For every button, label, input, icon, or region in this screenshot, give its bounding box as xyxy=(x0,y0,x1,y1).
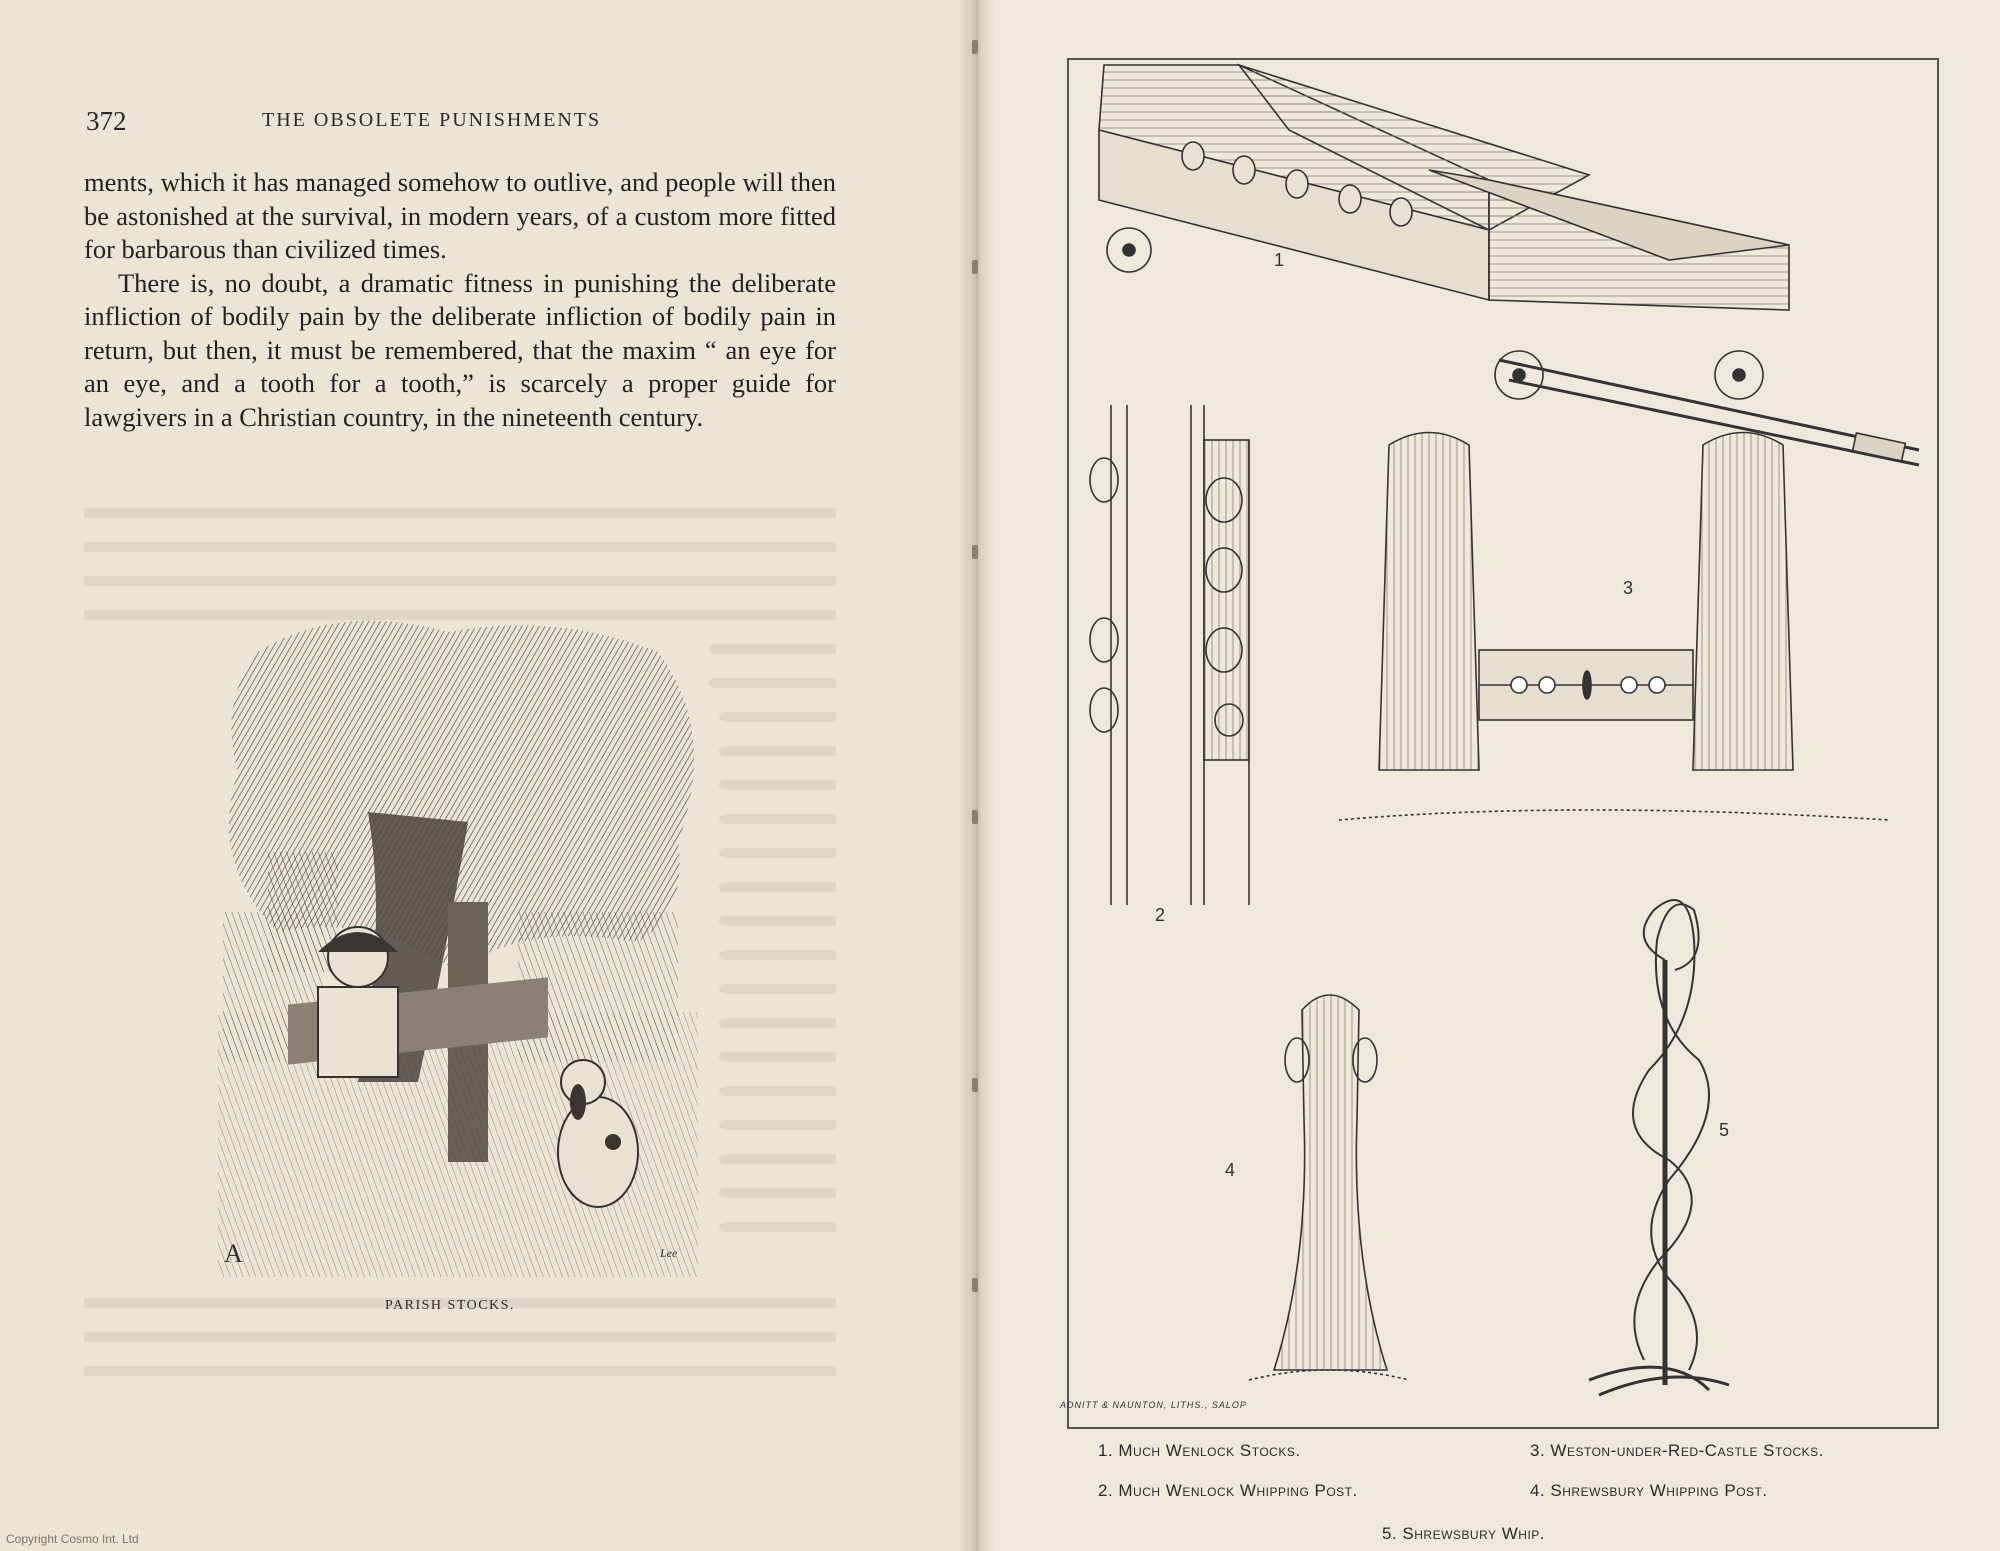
legend-item: 2. Much Wenlock Whipping Post. xyxy=(1098,1481,1358,1500)
binding-stitch xyxy=(972,260,978,274)
figure-number: 4 xyxy=(1225,1160,1236,1180)
running-title: THE OBSOLETE PUNISHMENTS xyxy=(262,109,602,131)
legend-item: 4. Shrewsbury Whipping Post. xyxy=(1530,1481,1768,1500)
figure-number: 1 xyxy=(1274,250,1285,270)
legend-item: 5. Shrewsbury Whip. xyxy=(1382,1524,1546,1543)
shrewsbury-whipping-post-drawing xyxy=(1249,995,1409,1380)
engraving-caption: PARISH STOCKS. xyxy=(385,1298,515,1313)
lithographer-imprint: ADNITT & NAUNTON, LITHS., SALOP xyxy=(1060,1400,1247,1410)
binding-stitch xyxy=(972,1078,978,1092)
copyright-watermark: Copyright Cosmo Int. Ltd xyxy=(6,1532,139,1546)
legend-item: 1. Much Wenlock Stocks. xyxy=(1098,1441,1301,1460)
paragraph: There is, no doubt, a dramatic fitness in punishing the deliberate infliction of bodily pain by the deliberate infliction of bodily pain in return, but then, it must be remembered, that the maxim “ an eye for an eye, and a tooth for a tooth,” is scarcely a proper guide for lawgivers in a Christian country, in the nineteenth century. xyxy=(84,267,836,432)
weston-under-red-castle-stocks-drawing xyxy=(1339,433,1889,821)
binding-stitch xyxy=(972,810,978,824)
parish-stocks-engraving xyxy=(218,612,700,1277)
illustration-plate xyxy=(1067,58,1939,1429)
binding-stitch xyxy=(972,40,978,54)
binding-stitch xyxy=(972,1278,978,1292)
book-gutter xyxy=(960,0,994,1551)
much-wenlock-stocks-drawing xyxy=(1099,65,1919,465)
shrewsbury-whip-drawing xyxy=(1589,900,1729,1395)
paragraph: ments, which it has managed somehow to outlive, and people will then be astonished at the survival, in modern years, of a custom more fitted for barbarous than civilized times. xyxy=(84,167,836,264)
figure-number: 5 xyxy=(1719,1120,1730,1140)
legend-item: 3. Weston-under-Red-Castle Stocks. xyxy=(1530,1441,1824,1460)
figure-number: 2 xyxy=(1155,905,1166,925)
page-number: 372 xyxy=(86,106,127,136)
body-text xyxy=(84,166,836,434)
engraver-signature: Lee xyxy=(660,1246,678,1260)
svg-text:A: A xyxy=(224,1239,243,1268)
figure-number: 3 xyxy=(1623,578,1634,598)
binding-stitch xyxy=(972,545,978,559)
much-wenlock-whipping-post-drawing xyxy=(1090,405,1249,905)
